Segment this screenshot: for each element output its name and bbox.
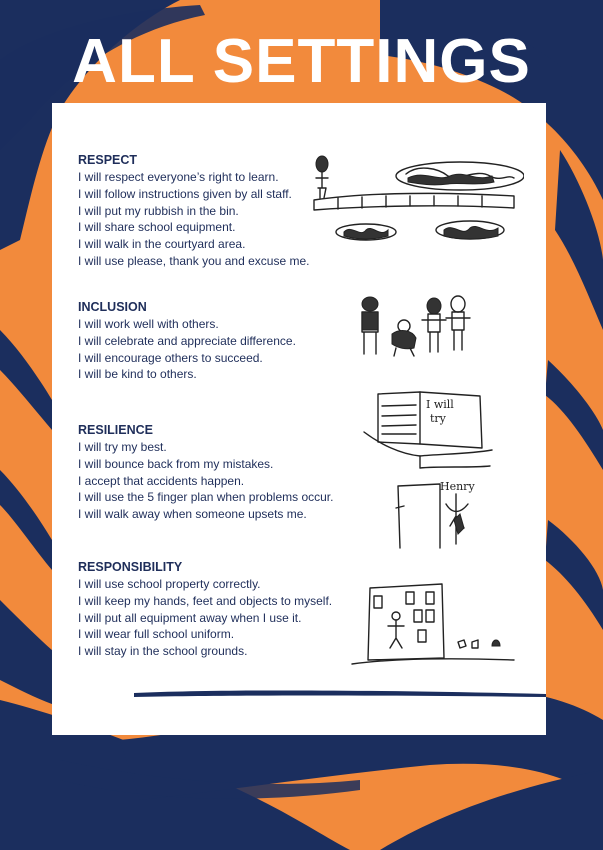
section-resilience bbox=[78, 423, 333, 523]
drawing-handwriting: Henry bbox=[440, 480, 475, 493]
list-item: I will respect everyone’s right to learn. bbox=[78, 170, 279, 184]
list-item: I will use the 5 finger plan when problems occur. bbox=[78, 490, 334, 505]
drawing-handwriting: I will bbox=[426, 398, 454, 411]
section-respect bbox=[78, 153, 309, 270]
list-item: I will try my best. bbox=[78, 440, 167, 454]
section-heading: RESPONSIBILITY bbox=[78, 560, 183, 574]
section-heading: INCLUSION bbox=[78, 300, 147, 314]
list-item: I will keep my hands, feet and objects to myself. bbox=[78, 593, 333, 608]
page-title: ALL SETTINGS bbox=[72, 27, 531, 96]
list-item: I will follow instructions given by all staff. bbox=[78, 186, 292, 201]
list-item: I accept that accidents happen. bbox=[78, 473, 245, 488]
list-item: I will work well with others. bbox=[78, 317, 219, 331]
child-drawing-book-and-door bbox=[360, 384, 496, 554]
section-heading: RESILIENCE bbox=[78, 423, 154, 437]
list-item: I will wear full school uniform. bbox=[78, 627, 235, 642]
list-item: I will be kind to others. bbox=[78, 367, 197, 382]
list-item: I will celebrate and appreciate difference. bbox=[78, 333, 296, 348]
list-item: I will encourage others to succeed. bbox=[78, 350, 263, 365]
list-item: I will stay in the school grounds. bbox=[78, 644, 248, 659]
child-drawing-playground bbox=[308, 152, 524, 248]
brush-underline bbox=[130, 686, 550, 700]
child-drawing-group-of-children bbox=[356, 294, 476, 360]
list-item: I will walk away when someone upsets me. bbox=[78, 507, 307, 522]
drawing-handwriting: try bbox=[430, 412, 446, 425]
list-item: I will put my rubbish in the bin. bbox=[78, 203, 239, 218]
list-item: I will bounce back from my mistakes. bbox=[78, 456, 274, 471]
list-item: I will share school equipment. bbox=[78, 220, 236, 235]
section-responsibility bbox=[78, 560, 332, 660]
list-item: I will use school property correctly. bbox=[78, 577, 261, 591]
section-inclusion bbox=[78, 300, 296, 383]
child-drawing-school-building bbox=[346, 580, 518, 674]
list-item: I will put all equipment away when I use it. bbox=[78, 610, 302, 625]
list-item: I will walk in the courtyard area. bbox=[78, 237, 246, 252]
list-item: I will use please, thank you and excuse me. bbox=[78, 253, 310, 268]
section-heading: RESPECT bbox=[78, 153, 138, 167]
